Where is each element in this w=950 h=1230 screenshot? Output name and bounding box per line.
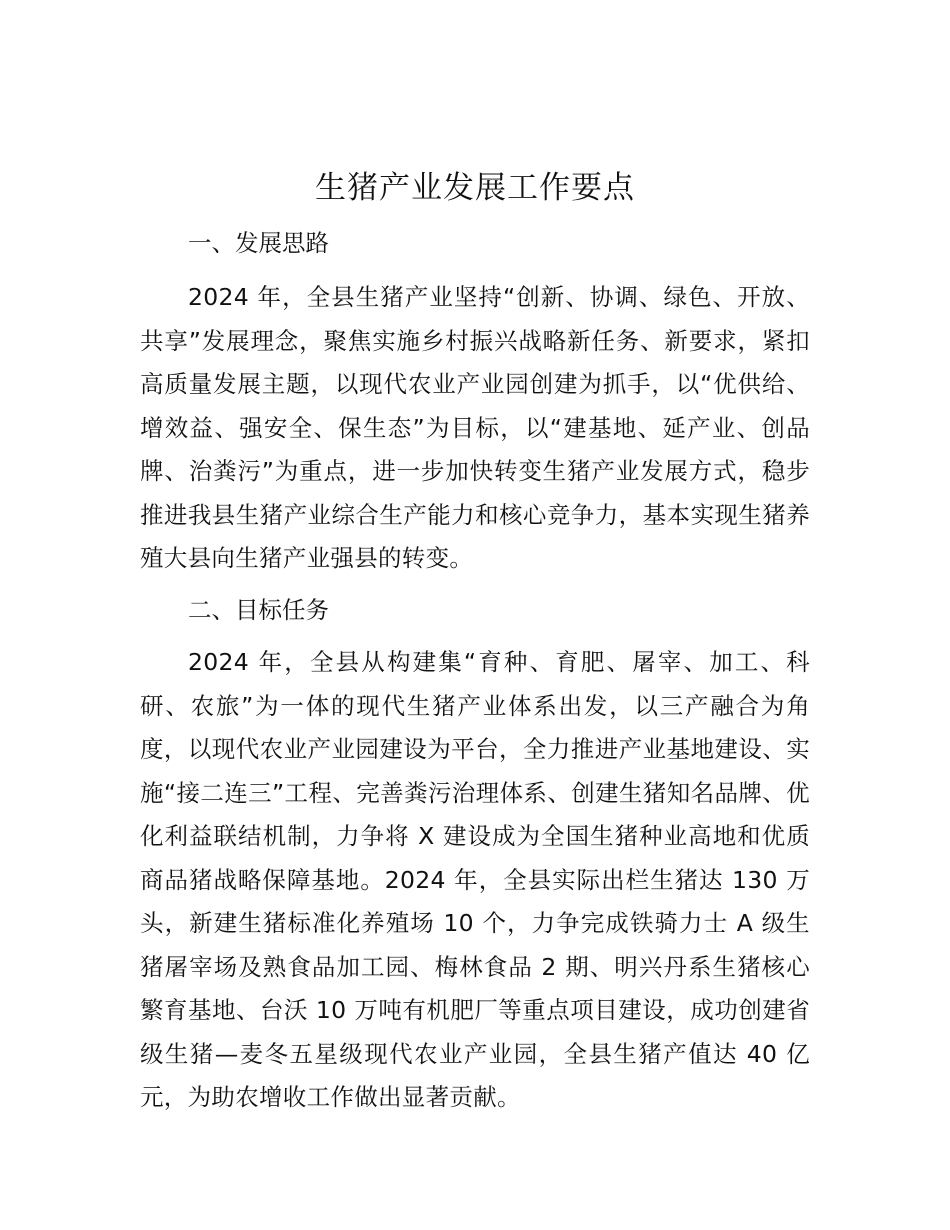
section-heading-goals-tasks: 二、目标任务 xyxy=(188,596,329,624)
document-title: 生猪产业发展工作要点 xyxy=(315,170,635,206)
section-heading-development-ideas: 一、发展思路 xyxy=(188,229,329,257)
section-paragraph-development-ideas: 2024 年，全县生猪产业坚持“创新、协调、绿色、开放、共享”发展理念，聚焦实施乡村振兴战略新任务、新要求，紧扣高质量发展主题，以现代农业产业园创建为抓手，以“优供给、增效益、强安全、保生态”为目标，以“建基地、延产业、创品牌、治粪污”为重点，进一步加快转变生猪产业发展方式，稳步推进我县生猪产业综合生产能力和核心竞争力，基本实现生猪养殖大县向生猪产业强县的转变。 xyxy=(140,283,810,572)
section-paragraph-goals-tasks: 2024 年，全县从构建集“育种、育肥、屠宰、加工、科研、农旅”为一体的现代生猪产业体系出发，以三产融合为角度，以现代农业产业园建设为平台，全力推进产业基地建设、实施“接二连三”工程、完善粪污治理体系、创建生猪知名品牌、优化利益联结机制，力争将 X 建设成为全国生猪种业高地和优质商品猪战略保障基地。2024 年，全县实际出栏生猪达 130 万头，新建生猪标准化养殖场 10 个，力争完成铁骑力士 A 级生猪屠宰场及熟食品加工园、梅林食品 2 期、明兴丹系生猪核心繁育基地、台沃 10 万吨有机肥厂等重点项目建设，成功创建省级生猪—麦冬五星级现代农业产业园，全县生猪产值达 40 亿元，为助农增收工作做出显著贡献。 xyxy=(140,648,810,1111)
